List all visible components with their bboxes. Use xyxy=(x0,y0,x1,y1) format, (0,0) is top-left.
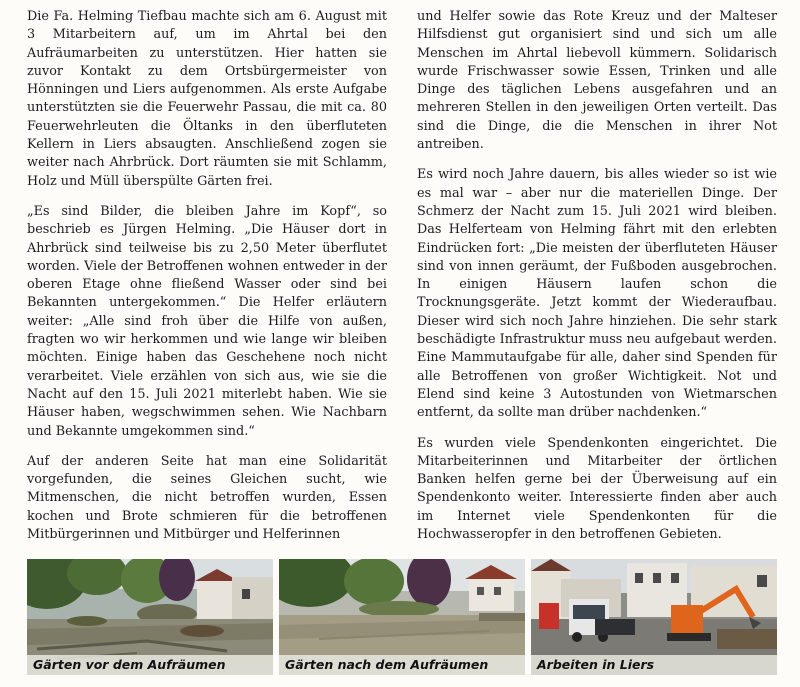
right-column xyxy=(417,8,777,556)
paragraph: Die Fa. Helming Tiefbau machte sich am 6. August mit 3 Mitarbeitern auf, um im Ahrtal bei den Aufräumarbeiten zu unterstützen. Hier hatten sie zuvor Kontakt zu dem Ortsbürgermeister von Hönningen und Liers aufgenommen. Als erste Aufgabe unterstützten sie die Feuerwehr Passau, die mit ca. 80 Feuerwehrleuten die Öltanks in den überfluteten Kellern in Liers absaugten. Anschließend zogen sie weiter nach Ahrbrück. Dort räumten sie mit Schlamm, Holz und Müll überspülte Gärten frei. xyxy=(27,9,387,189)
photo-gardens-before xyxy=(27,559,273,675)
paragraph: und Helfer sowie das Rote Kreuz und der Malteser Hilfsdienst gut organisiert sind und sich um alle Menschen im Ahrtal liebevoll kümmern. Solidarisch wurde Frischwasser sowie Essen, Trinken und alle Dinge des täglichen Lebens ausgefahren und an mehreren Stellen in den jeweiligen Orten verteilt. Das sind die Dinge, die die Menschen in ihrer Not antreiben. xyxy=(417,9,777,153)
photo-caption: Gärten nach dem Aufräumen xyxy=(279,655,525,675)
article-body xyxy=(27,8,777,556)
paragraph: Es wird noch Jahre dauern, bis alles wieder so ist wie es mal war – aber nur die materiellen Dinge. Der Schmerz der Nacht zum 15. Juli 2021 wird bleiben. Das Helferteam von Helming fährt mit den erlebten Eindrücken fort: „Die meisten der überfluteten Häuser sind von innen geräumt, der Fußboden ausgebrochen. In einigen Häusern laufen schon die Trocknungsgeräte. Jetzt kommt der Wiederaufbau. Dieser wird sich noch Jahre hinziehen. Die sehr stark beschädigte Infrastruktur muss neu aufgebaut werden. Eine Mammutaufgabe für alle, daher sind Spenden für alle Betroffenen von großer Wichtigkeit. Not und Elend sind keine 3 Autostunden von Wietmarschen entfernt, da sollte man drüber nachdenken.“ xyxy=(417,167,777,421)
paragraph: Auf der anderen Seite hat man eine Solidarität vorgefunden, die seines Gleichen sucht, wie Mitmenschen, die nicht betroffen wurden, Essen kochen und Brote schmieren für die betroffenen Mitbürgerinnen und Mitbürger und Helferinnen xyxy=(27,453,387,543)
paragraph: Es wurden viele Spendenkonten eingerichtet. Die Mitarbeiterinnen und Mitarbeiter der örtlichen Banken helfen gerne bei der Überweisung auf ein Spendenkonto weiter. Interessierte finden aber auch im Internet viele Spendenkonten für die Hochwasseropfer in den betroffenen Gebieten. xyxy=(417,435,777,543)
left-column xyxy=(27,8,387,556)
photo-caption: Gärten vor dem Aufräumen xyxy=(27,655,273,675)
photo-work-in-liers xyxy=(531,559,777,675)
paragraph: „Es sind Bilder, die bleiben Jahre im Kopf“, so beschrieb es Jürgen Helming. „Die Häuser dort in Ahrbrück sind teilweise bis zu 2,50 Meter überflutet worden. Viele der Betroffenen wohnen entweder in der oberen Etage ohne fließend Wasser oder sind bei Bekannten untergekommen.“ Die Helfer erläutern weiter: „Alle sind froh über die Hilfe von außen, fragten wo wir herkommen und wie lange wir bleiben möchten. Einige haben das Geschehene noch nicht verarbeitet. Viele erzählen von sich aus, wie sie die Nacht auf den 15. Juli 2021 miterlebt haben. Wie sie Häuser haben, wegschwimmen sehen. Wie Nachbarn und Bekannte umgekommen sind.“ xyxy=(27,203,387,439)
photo-strip xyxy=(27,559,777,675)
photo-caption: Arbeiten in Liers xyxy=(531,655,777,675)
photo-gardens-after xyxy=(279,559,525,675)
